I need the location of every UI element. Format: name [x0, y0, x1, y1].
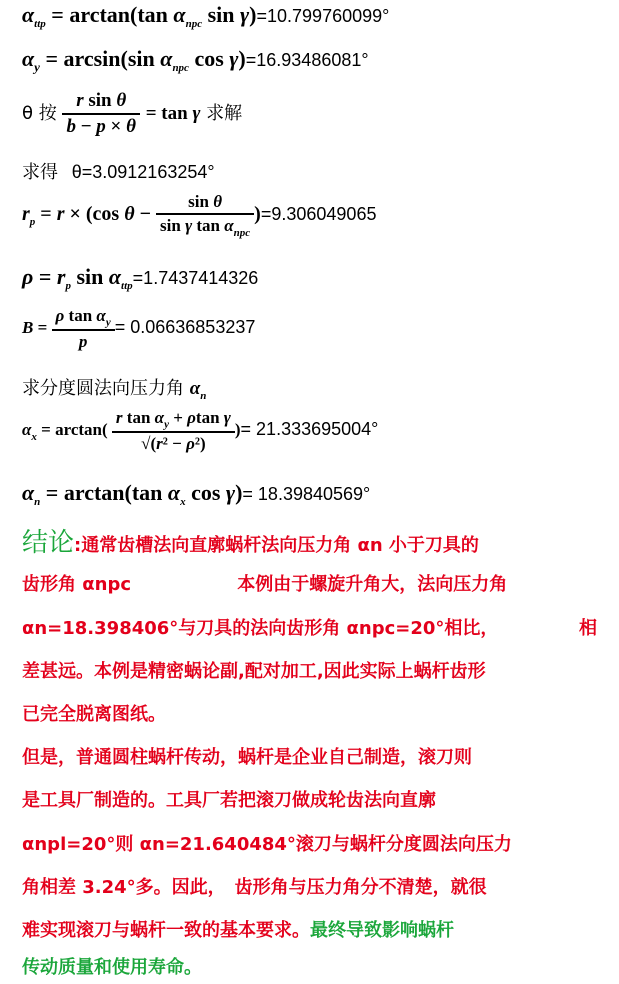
- alpha-x-fraction: $\frac{r \tan \alpha_y + \rho\tan \gamma}{\text{√(r² − ρ²)}}$: [112, 408, 235, 454]
- conclusion-line-9: 角相差 3.24°多。因此， 齿形角与压力角分不清楚，就很: [22, 877, 487, 898]
- B-value: = 0.06636853237: [114, 317, 256, 338]
- conclusion-line-4: 差甚远。本例是精密蜗论副,配对加工,因此实际上蜗杆齿形: [22, 661, 486, 682]
- theta-press-label: θ 按: [22, 103, 57, 124]
- conclusion-line-7: 是工具厂制造的。工具厂若把滚刀做成轮齿法向直廓: [22, 790, 436, 811]
- formula-alpha-n: $\alpha_n = \arctan(\tan$ $\alpha_x$ cos γ)= 18.39840569°: [22, 480, 371, 508]
- conclusion-text-2b: 本例由于螺旋升角大，法向压力角: [237, 574, 508, 595]
- formula-alpha-y: $\alpha_y = \arcsin(\sin$ $\alpha_{npc}$ cos γ)=16.93486081°: [22, 46, 369, 75]
- B-fraction: $\frac{\rho \tan \alpha_y}{p}$: [52, 306, 115, 352]
- conclusion-line-1: [22, 522, 479, 559]
- formula-rp: $r_p = r \times (\cos$ θ − $\frac{\text{sin θ}}{\sin \gamma \tan \alpha_{npc}}$ )=9.306049065: [22, 192, 377, 239]
- alpha-n-value: = 18.39840569°: [242, 484, 371, 504]
- conclusion-text-2a: 齿形角 αnpc: [22, 574, 132, 595]
- alpha-y-value: =16.93486081°: [245, 50, 369, 70]
- alpha-ttp-value: =10.799760099°: [256, 6, 390, 26]
- formula-B: B = $\frac{\rho \tan \alpha_y}{p}$ = 0.06636853237: [22, 306, 256, 352]
- theta-value: θ=3.0912163254°: [71, 162, 215, 182]
- conclusion-text-3a: αn=18.398406°与刀具的法向齿形角 αnpc=20°相比，: [22, 618, 499, 639]
- theta-fraction: $\frac{\text{r sin θ}}{b - p \times \theta}$: [62, 90, 140, 138]
- alpha-x-value: = 21.333695004°: [240, 419, 379, 440]
- obtain-label: 求得: [22, 162, 58, 183]
- rp-value: =9.306049065: [260, 204, 377, 225]
- conclusion-text-3b: 相: [579, 618, 597, 639]
- conclusion-heading: 结论: [22, 528, 75, 558]
- formula-theta-equation: θ 按 $\frac{\text{r sin θ}}{b - p \times \theta}$ = tan γ 求解: [22, 90, 243, 137]
- conclusion-line-3: [22, 614, 597, 640]
- conclusion-line-5: 已完全脱离图纸。: [22, 704, 166, 725]
- pitch-circle-label: 求分度圆法向压力角: [22, 378, 184, 399]
- formula-alpha-ttp: $\alpha_{ttp} = \arctan(\tan$ $\alpha_{npc}$ sin γ)=10.799760099°: [22, 2, 390, 30]
- formula-alpha-x: $\alpha_x = \arctan$( $\frac{r \tan \alpha_y + \rho\tan \gamma}{\text{√(r² − ρ²)}}$ )= 21.333695004°: [22, 408, 379, 454]
- conclusion-line-6: 但是，普通圆柱蜗杆传动，蜗杆是企业自己制造，滚刀则: [22, 747, 472, 768]
- rho-value: =1.7437414326: [132, 268, 259, 288]
- conclusion-text-1: :通常齿槽法向直廓蜗杆法向压力角 αn 小于刀具的: [74, 535, 479, 556]
- rp-fraction: $\frac{\text{sin θ}}{\sin \gamma \tan \alpha_{npc}}$: [156, 192, 254, 239]
- conclusion-line-2: [22, 570, 507, 596]
- formula-rho: $\rho = r_p$ $\sin \alpha_{ttp}=1.7437414326$: [22, 264, 259, 292]
- conclusion-line-11: 传动质量和使用寿命。: [22, 957, 202, 978]
- theta-result: [22, 158, 215, 184]
- conclusion-text-10b: 最终导致影响蜗杆: [310, 920, 454, 941]
- conclusion-line-8: αnpl=20°则 αn=21.640484°滚刀与蜗杆分度圆法向压力: [22, 834, 512, 855]
- pitch-circle-heading: 求分度圆法向压力角 $\alpha_n$: [22, 378, 207, 402]
- conclusion-line-10: [22, 916, 454, 942]
- conclusion-text-10a: 难实现滚刀与蜗杆一致的基本要求。: [22, 920, 310, 941]
- solve-label: 求解: [206, 103, 243, 124]
